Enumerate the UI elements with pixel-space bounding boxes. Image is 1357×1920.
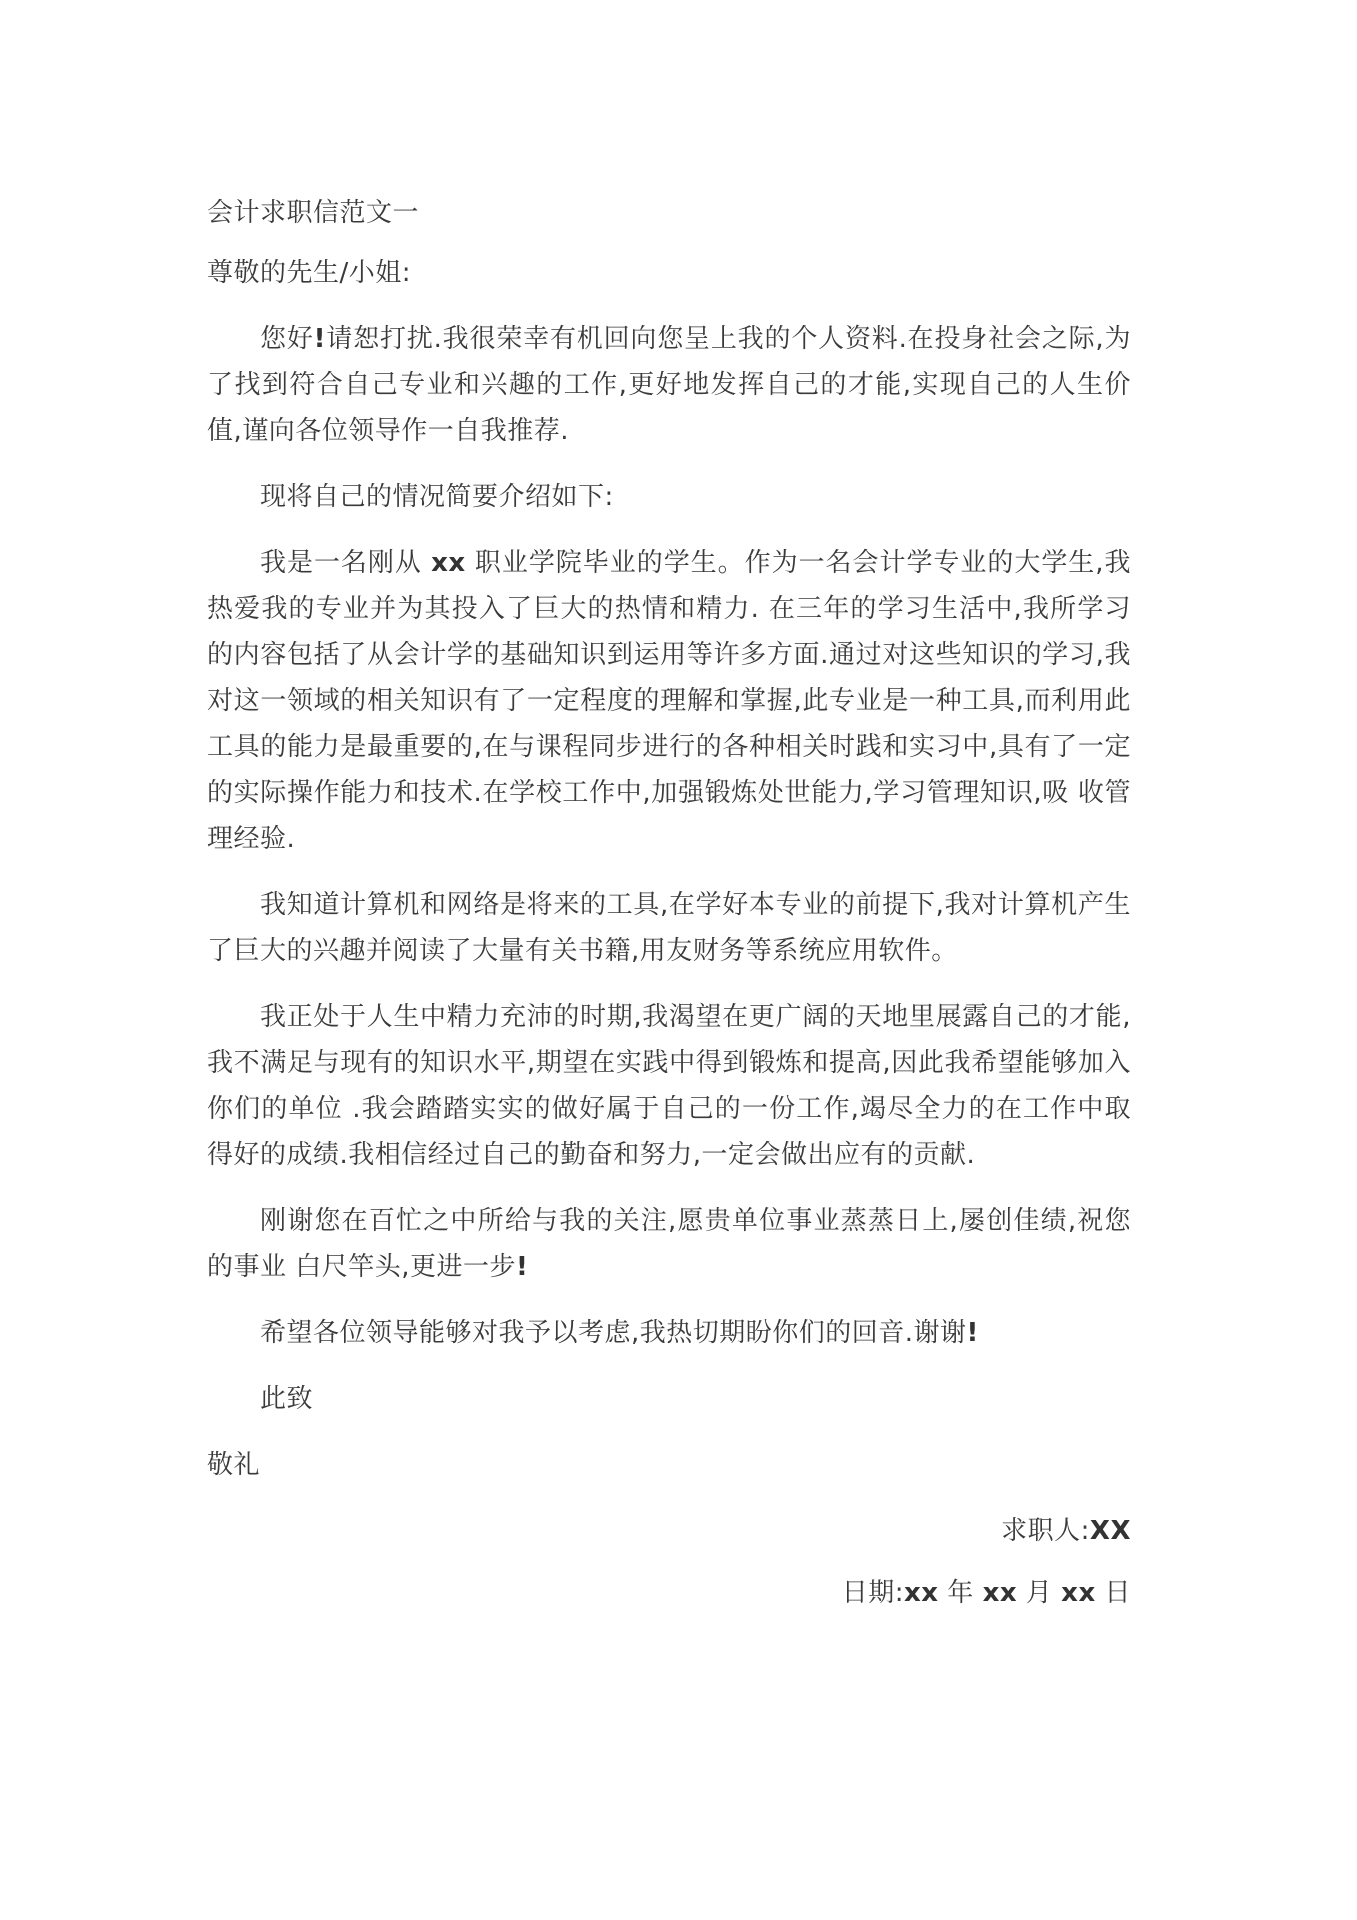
paragraph-text: 请恕打扰.我很荣幸有机回向您呈上我的个人资料.在投身社会之际,为了找到符合自己专业和兴趣的工作,更好地发挥自己的才能,实现自己的人生价值,谨向各位领导作一自我推荐.	[207, 324, 1131, 446]
document-title: 会计求职信范文一	[207, 198, 420, 228]
body-paragraph	[207, 882, 1131, 974]
letter-body	[207, 316, 1131, 1356]
date-day-unit: 日	[1104, 1578, 1131, 1608]
body-paragraph	[207, 994, 1131, 1178]
body-paragraph	[207, 540, 1131, 862]
body-paragraph	[207, 316, 1131, 454]
paragraph-text: 刚谢您在百忙之中所给与我的关注,愿贵单位事业蒸蒸日上,屡创佳绩,祝您的事业 白尺竿头,更进一步	[207, 1206, 1131, 1282]
paragraph-text: 希望各位领导能够对我予以考虑,我热切期盼你们的回音.谢谢	[260, 1318, 967, 1348]
applicant-label: 求职人:	[1001, 1516, 1090, 1546]
date-month-unit: 月	[1025, 1578, 1053, 1608]
date-year: xx	[903, 1578, 939, 1608]
bold-text: !	[966, 1318, 979, 1348]
date-label: 日期:	[841, 1578, 904, 1608]
date-year-unit: 年	[947, 1578, 974, 1608]
closing-line-1: 此致	[260, 1384, 314, 1414]
paragraph-text: 我是一名刚从	[260, 548, 432, 578]
paragraph-text: 现将自己的情况简要介绍如下:	[260, 482, 614, 512]
date-month: xx	[982, 1578, 1018, 1608]
applicant-signature	[207, 1508, 1131, 1554]
bold-text: !	[516, 1252, 529, 1282]
body-paragraph	[207, 1198, 1131, 1290]
date-day: xx	[1061, 1578, 1096, 1608]
closing-line-2: 敬礼	[207, 1450, 261, 1480]
applicant-name: XX	[1089, 1516, 1131, 1546]
bold-text: xx	[431, 548, 466, 578]
body-paragraph	[207, 1310, 1131, 1356]
signature-date	[207, 1570, 1131, 1616]
salutation: 尊敬的先生/小姐:	[207, 258, 412, 288]
paragraph-text: 职业学院毕业的学生。作为一名会计学专业的大学生,我热爱我的专业并为其投入了巨大的热情和精力. 在三年的学习生活中,我所学习的内容包括了从会计学的基础知识到运用等许多方面.通过对这些知识的学习,我对这一领域的相关知识有了一定程度的理解和掌握,此专业是一种工具,而利用此工具的能力是最重要的,在与课程同步进行的各种相关时践和实习中,具有了一定的实际操作能力和技术.在学校工作中,加强锻炼处世能力,学习管理知识,吸 收管理经验.	[207, 548, 1132, 854]
paragraph-text: 我正处于人生中精力充沛的时期,我渴望在更广阔的天地里展露自己的才能,我不满足与现有的知识水平,期望在实践中得到锻炼和提高,因此我希望能够加入你们的单位 .我会踏踏实实的做好属于自己的一份工作,竭尽全力的在工作中取得好的成绩.我相信经过自己的勤奋和努力,一定会做出应有的贡献.	[207, 1002, 1131, 1170]
body-paragraph	[207, 474, 1131, 520]
bold-text: !	[313, 324, 326, 354]
paragraph-text: 您好	[260, 324, 314, 354]
paragraph-text: 我知道计算机和网络是将来的工具,在学好本专业的前提下,我对计算机产生了巨大的兴趣并阅读了大量有关书籍,用友财务等系统应用软件。	[207, 890, 1131, 966]
letter-page	[207, 190, 1131, 1632]
